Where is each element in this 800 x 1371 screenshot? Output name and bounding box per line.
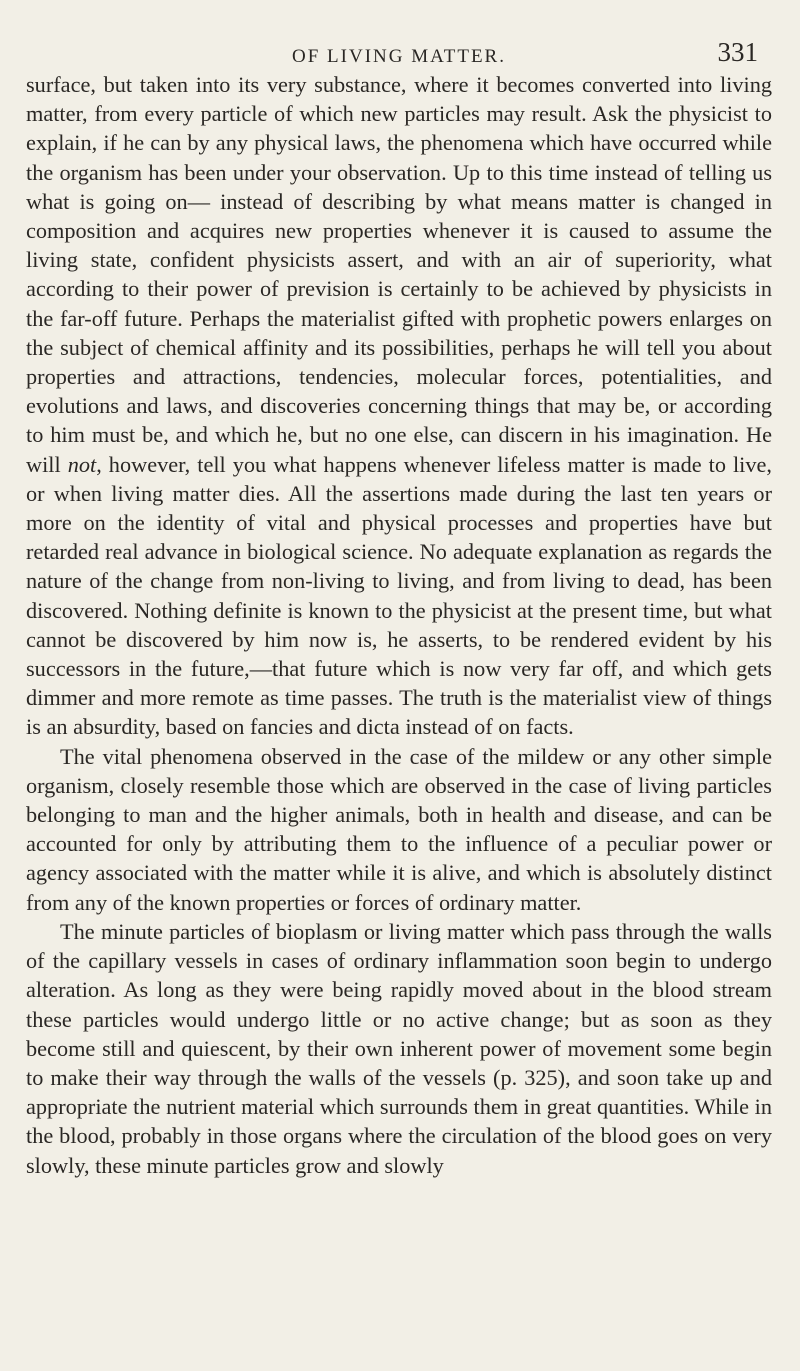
italic-emphasis: not [67,451,97,477]
paragraph: The minute particles of bioplasm or living matter which pass through the walls of the capillary vessels in cases of ordinary inflammation soon begin to undergo alteration. As long as they were being rapidly moved about in the blood stream these particles would undergo little or no active change; but as soon as they become still and quiescent, by their own inherent power of movement some begin to make their way through the walls of the vessels (p. 325), and soon take up and appropriate the nutrient material which surrounds them in great quantities. While in the blood, probably in those organs where the circulation of the blood goes on very slowly, these minute particles grow and slowly [26,918,772,1178]
body-text [26,70,772,1180]
running-title: OF LIVING MATTER. [292,46,506,67]
paragraph-continuation [26,70,772,742]
running-head [26,18,772,70]
paragraph-text-part: , however, tell you what happens whenever lifeless matter is made to live, or when living matter dies. All the assertions made during the last ten years or more on the identity of vital and physical processes and properties have but retarded real advance in biological science. No adequate explanation as regards the nature of the change from non-living to living, and from living to dead, has been discovered. Nothing definite is known to the physicist at the present time, but what cannot be discovered by him now is, he asserts, to be rendered evident by his successors in the future,—that future which is now very far off, and which gets dimmer and more remote as time passes. The truth is the materialist view of things is an absurdity, based on fancies and dicta instead of on facts. [26,451,772,740]
paragraph: The vital phenomena observed in the case of the mildew or any other simple organism, closely resemble those which are observed in the case of living particles belonging to man and the higher animals, both in health and disease, and can be accounted for only by attributing them to the influence of a peculiar power or agency associated with the matter while it is alive, and which is absolutely distinct from any of the known properties or forces of ordinary matter. [26,743,772,915]
paragraph-text-part: surface, but taken into its very substance, where it becomes converted into living matter, from every particle of which new particles may result. Ask the physicist to explain, if he can by any physical laws, the phenomena which have occurred while the organism has been under your observation. Up to this time instead of telling us what is going on— instead of describing by what means matter is changed in composition and acquires new properties whenever it is caused to assume the living state, confident physicists assert, and with an air of superiority, what according to their power of prevision is certainly to be achieved by physicists in the far-off future. Perhaps the materialist gifted with prophetic powers enlarges on the subject of chemical affinity and its possibilities, perhaps he will tell you about properties and attractions, tendencies, molecular forces, potentialities, and evolutions and laws, and discoveries concerning things that may be, or according to him must be, and which he, but no one else, can discern in his imagination. He will [26,72,772,477]
page-number: 331 [717,37,758,67]
